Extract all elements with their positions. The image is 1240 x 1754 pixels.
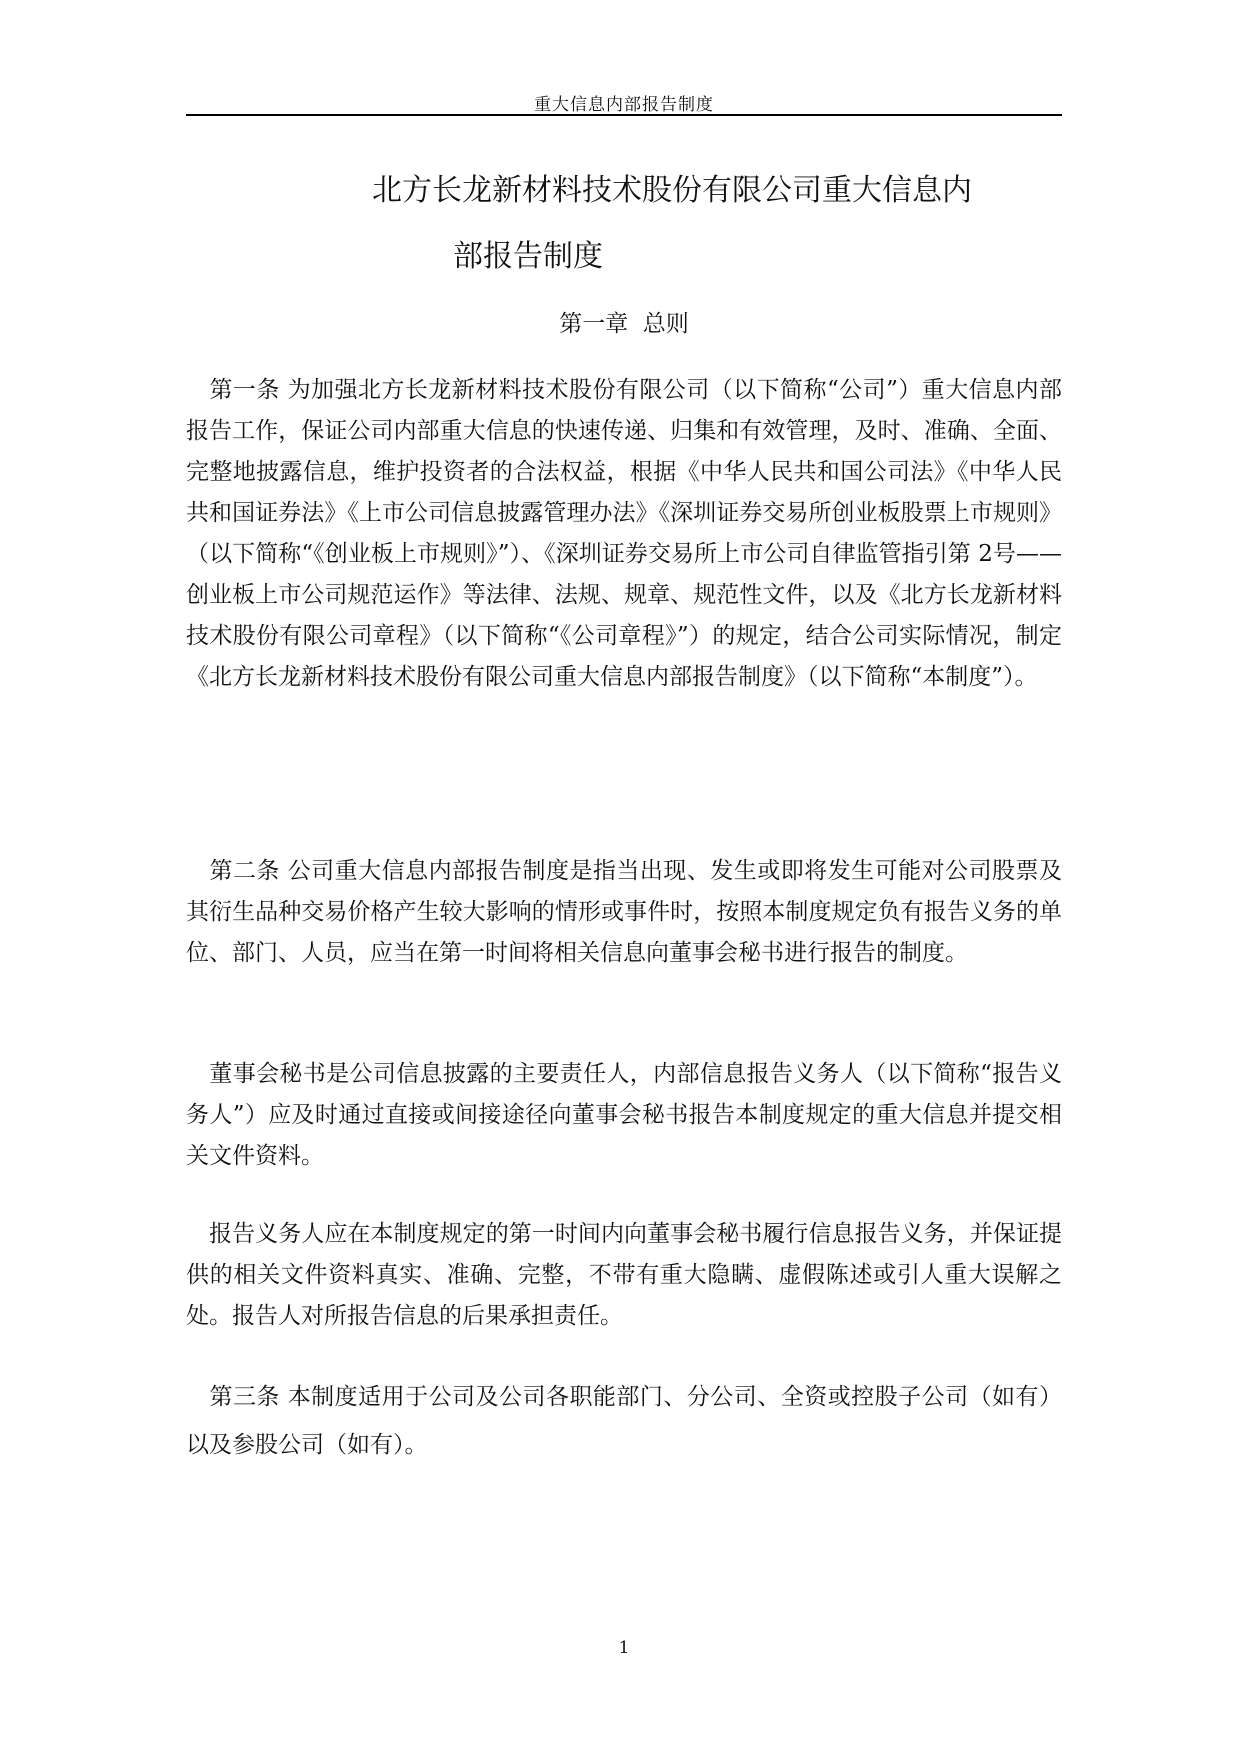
page-number: 1 (618, 1638, 630, 1658)
header-divider (186, 114, 1062, 116)
document-title-line-1: 北方长龙新材料技术股份有限公司重大信息内 (372, 173, 972, 208)
board-secretary-paragraph: 董事会秘书是公司信息披露的主要责任人，内部信息报告义务人（以下简称“报告义务人”）应及时通过直接或间接途径向董事会秘书报告本制度规定的重大信息并提交相关文件资料。 (186, 1061, 1062, 1169)
chapter-heading: 第一章 总则 (559, 311, 689, 337)
article-1-paragraph: 第一条 为加强北方长龙新材料技术股份有限公司（以下简称“公司”）重大信息内部报告工作，保证公司内部重大信息的快速传递、归集和有效管理，及时、准确、全面、完整地披露信息，维护投资者的合法权益，根据《中华人民共和国公司法》《中华人民共和国证券法》《上市公司信息披露管理办法》《深圳证券交易所创业板股票上市规则》（以下简称“《创业板上市规则》”）、《深圳证券交易所上市公司自律监管指引第 2号——创业板上市公司规范运作》等法律、法规、规章、规范性文件，以及《北方长龙新材料技术股份有限公司章程》（以下简称“《公司章程》”）的规定，结合公司实际情况，制定《北方长龙新材料技术股份有限公司重大信息内部报告制度》（以下简称“本制度”）。 (186, 377, 1062, 690)
reporting-obligation-paragraph: 报告义务人应在本制度规定的第一时间内向董事会秘书履行信息报告义务，并保证提供的相关文件资料真实、准确、完整，不带有重大隐瞒、虚假陈述或引人重大误解之处。报告人对所报告信息的后果承担责任。 (186, 1221, 1062, 1329)
article-2-paragraph: 第二条 公司重大信息内部报告制度是指当出现、发生或即将发生可能对公司股票及其衍生品种交易价格产生较大影响的情形或事件时，按照本制度规定负有报告义务的单位、部门、人员，应当在第一时间将相关信息向董事会秘书进行报告的制度。 (186, 858, 1062, 966)
document-title-line-2: 部报告制度 (453, 239, 603, 274)
article-3-paragraph: 第三条 本制度适用于公司及公司各职能部门、分公司、全资或控股子公司（如有）以及参股公司（如有）。 (186, 1384, 1062, 1458)
running-header: 重大信息内部报告制度 (534, 95, 714, 115)
